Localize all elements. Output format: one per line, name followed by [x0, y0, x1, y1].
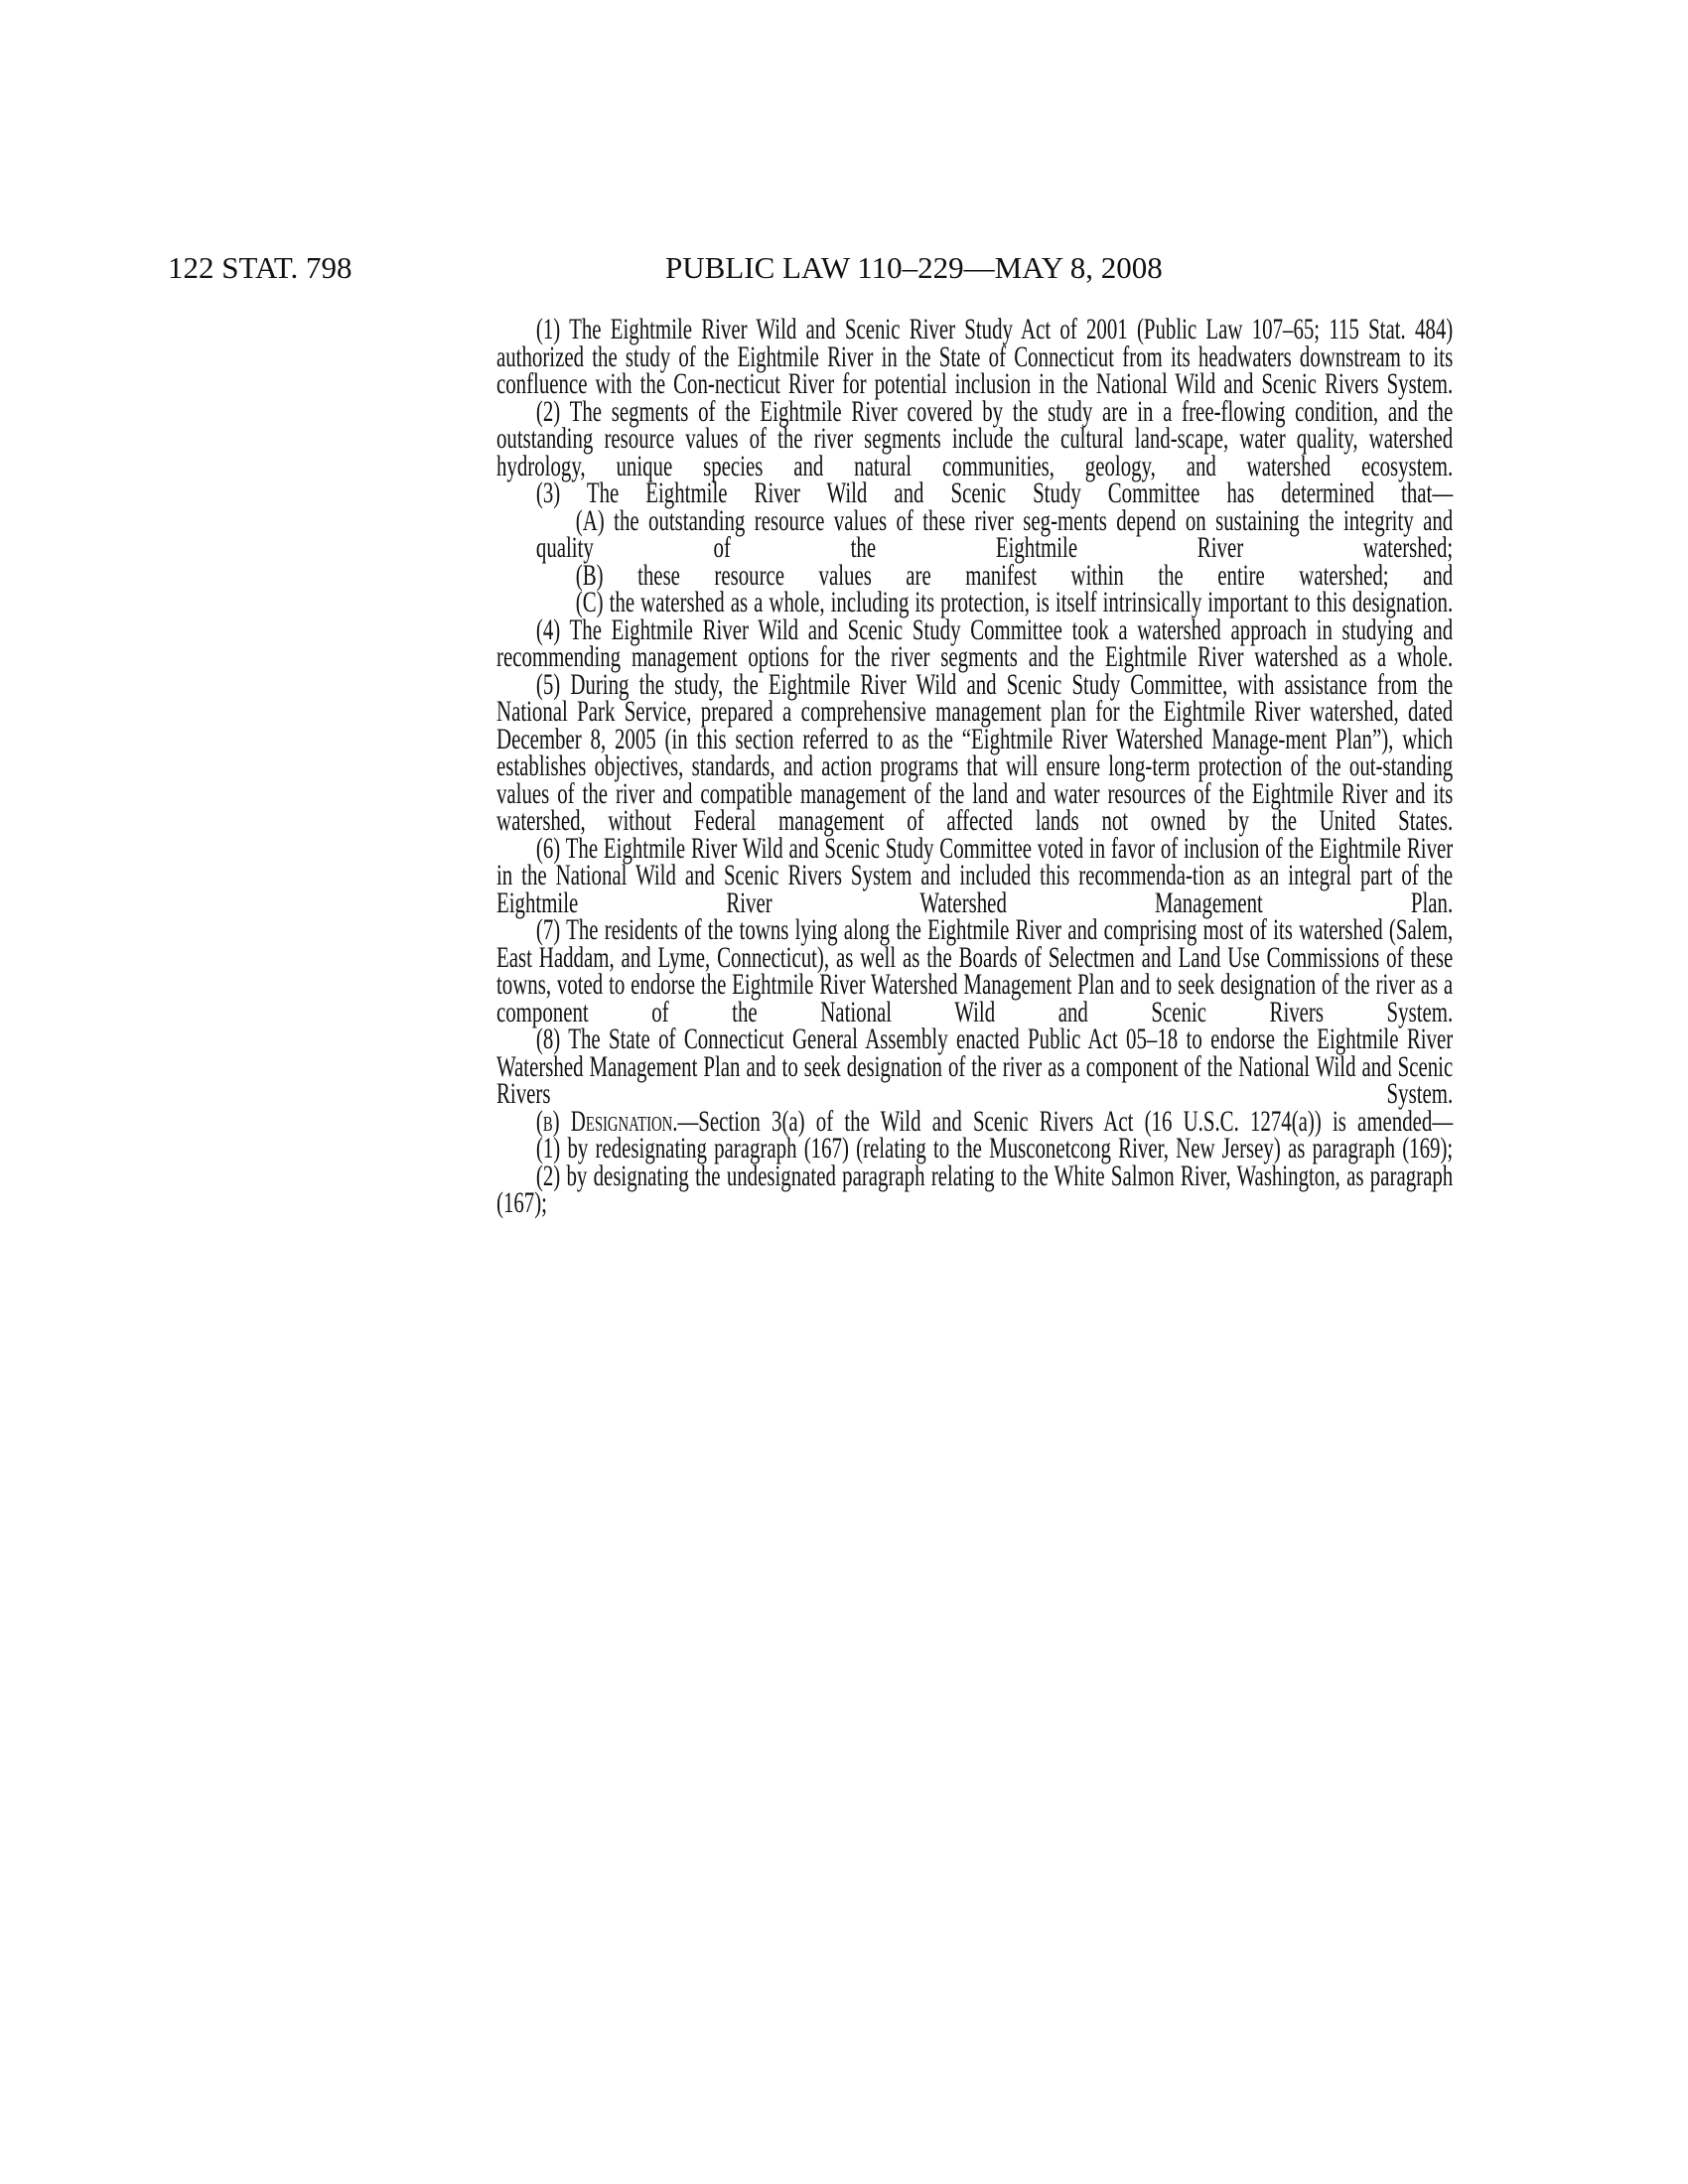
amendment-1: (1) by redesignating paragraph (167) (relating to the Musconetcong River, New Jersey) as paragraph (169); — [535, 1132, 1454, 1164]
finding-1: (1) The Eightmile River Wild and Scenic River Study Act of 2001 (Public Law 107–65; 115 Stat. 484) authorized the study of the Eightmile River in the State of Connecticut from its headwaters downstream to its confluence with the Con-necticut River for potential inclusion in the National Wild and Scenic Rivers System. — [496, 313, 1454, 400]
law-title: PUBLIC LAW 110–229—MAY 8, 2008 — [665, 250, 1163, 285]
law-text-body — [496, 313, 1454, 1219]
finding-2: (2) The segments of the Eightmile River covered by the study are in a free-flowing condition, and the outstanding resource values of the river segments include the cultural land-scape, water quality, watershed hydrology, unique species and natural communities, geology, and watershed ecosystem. — [496, 394, 1454, 482]
finding-3: (3) The Eightmile River Wild and Scenic Study Committee has determined that— — [535, 477, 1454, 509]
finding-5: (5) During the study, the Eightmile River Wild and Scenic Study Committee, with assistance from the National Park Service, prepared a comprehensive management plan for the Eightmile River watershed, dated December 8, 2005 (in this section referred to as the “Eightmile River Watershed Manage-ment Plan”), which establishes objectives, standards, and action programs that will ensure long-term protection of the out-standing values of the river and compatible management of the land and water resources of the Eightmile River and its watershed, without Federal management of affected lands not owned by the United States. — [496, 667, 1454, 837]
finding-6: (6) The Eightmile River Wild and Scenic Study Committee voted in favor of inclusion of the Eightmile River in the National Wild and Scenic Rivers System and included this recommenda-tion as an integral part of the Eightmile River Watershed Management Plan. — [496, 831, 1454, 919]
finding-3-b: (B) these resource values are manifest within the entire watershed; and — [575, 558, 1454, 592]
section-b-designation: (b) Designation.—Section 3(a) of the Wild and Scenic Rivers Act (16 U.S.C. 1274(a)) is amended— — [535, 1104, 1454, 1138]
finding-3-a: (A) the outstanding resource values of these river seg-ments depend on sustaining the integrity and quality of the Eightmile River watershed; — [535, 503, 1454, 564]
page-header — [0, 248, 1688, 288]
finding-3-c: (C) the watershed as a whole, including its protection, is itself intrinsically important to this designation. — [575, 586, 1454, 618]
finding-4: (4) The Eightmile River Wild and Scenic Study Committee took a watershed approach in studying and recommending management options for the river segments and the Eightmile River watershed as a whole. — [496, 613, 1454, 673]
finding-7: (7) The residents of the towns lying along the Eightmile River and comprising most of its watershed (Salem, East Haddam, and Lyme, Connecticut), as well as the Boards of Selectmen and Land Use Commissions of these towns, voted to endorse the Eightmile River Watershed Management Plan and to seek designation of the river as a component of the National Wild and Scenic Rivers System. — [496, 913, 1454, 1028]
amendment-2: (2) by designating the undesignated paragraph relating to the White Salmon River, Washington, as paragraph (167); — [496, 1159, 1454, 1219]
stat-reference: 122 STAT. 798 — [168, 250, 352, 285]
finding-8: (8) The State of Connecticut General Assembly enacted Public Act 05–18 to endorse the Eightmile River Watershed Management Plan and to seek designation of the river as a component of the National Wild and Scenic Rivers System. — [496, 1023, 1454, 1110]
designation-heading: (b) Designation. — [535, 1104, 678, 1138]
